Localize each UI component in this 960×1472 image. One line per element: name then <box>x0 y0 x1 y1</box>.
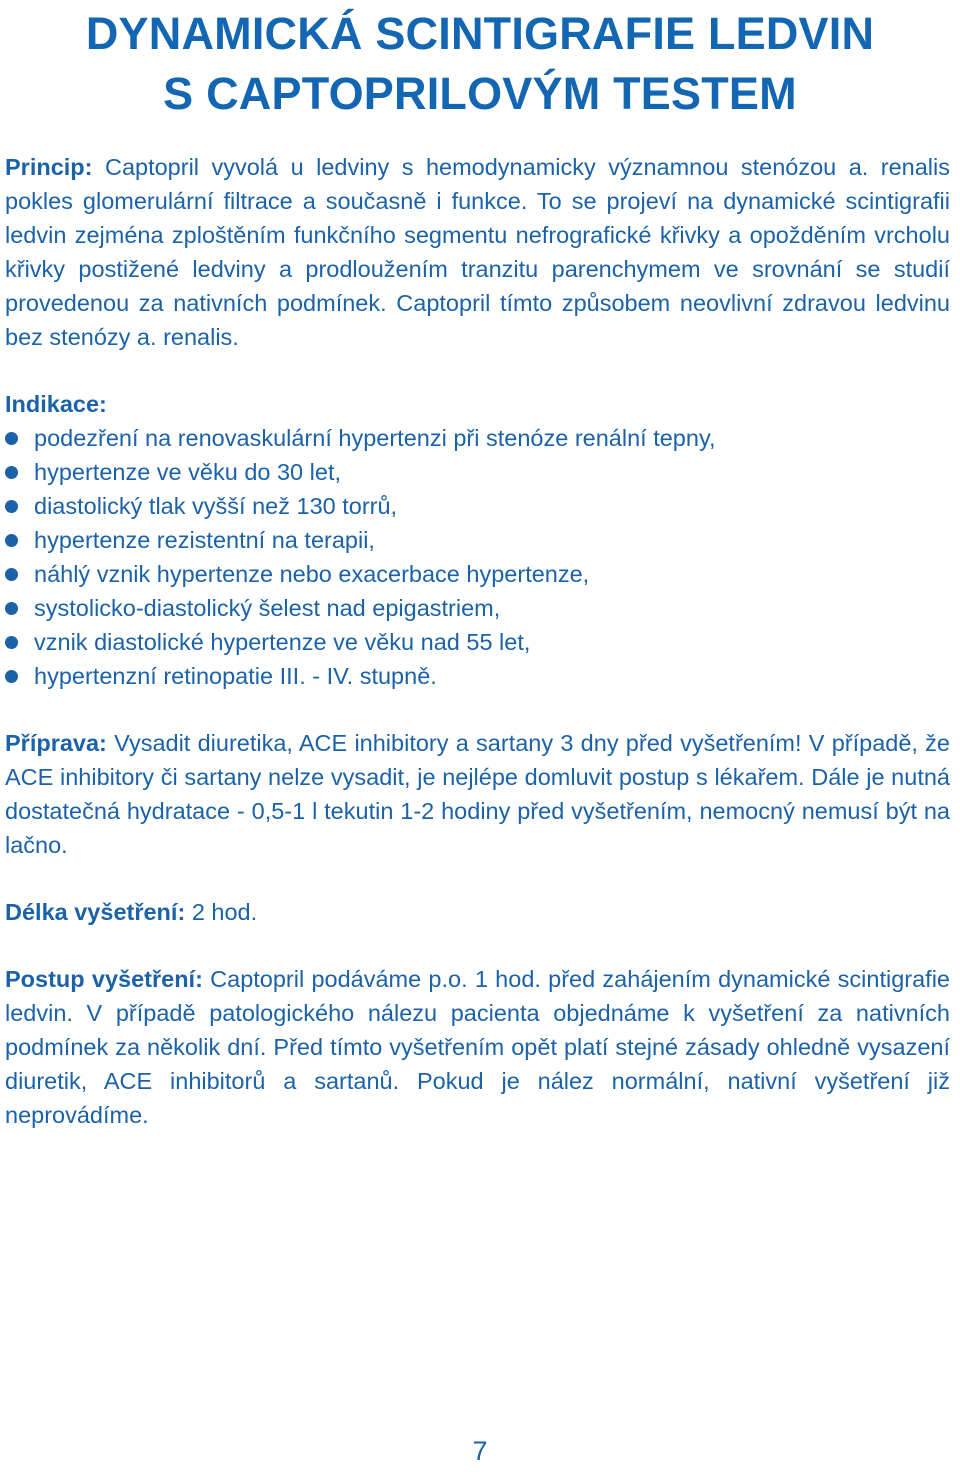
priprava-section <box>5 726 950 862</box>
priprava-text: Vysadit diuretika, ACE inhibitory a sartany 3 dny před vyšetřením! V případě, že ACE inhibitory či sartany nelze vysadit, je nejlépe domluvit postup s lékařem. Dále je nutná dostatečná hydratace - 0,5-1 l tekutin 1-2 hodiny před vyšetřením, nemocný nemusí být na lačno. <box>5 730 950 858</box>
princip-text: Captopril vyvolá u ledviny s hemodynamicky významnou stenózou a. renalis pokles glomerulární filtrace a současně i funkce. To se projeví na dynamické scintigrafii ledvin zejména zploštěním funkčního segmentu nefrografické křivky a opožděním vrcholu křivky postižené ledviny a prodloužením tranzitu parenchymem ve srovnání se studií provedenou za nativních podmínek. Captopril tímto způsobem neovlivní zdravou ledvinu bez stenózy a. renalis. <box>5 154 951 350</box>
bullet-icon <box>5 568 18 581</box>
list-item: hypertenzní retinopatie III. - IV. stupně. <box>5 659 950 693</box>
delka-section <box>5 895 950 929</box>
list-item: diastolický tlak vyšší než 130 torrů, <box>5 489 950 523</box>
list-item: systolicko-diastolický šelest nad epigastriem, <box>5 591 950 625</box>
list-item: podezření na renovaskulární hypertenzi při stenóze renální tepny, <box>5 421 950 455</box>
bullet-icon <box>5 670 18 683</box>
page-title-line-2: S CAPTOPRILOVÝM TESTEM <box>163 68 797 119</box>
page-title <box>0 0 960 124</box>
princip-label: Princip: <box>5 154 93 180</box>
priprava-label: Příprava: <box>5 730 107 756</box>
list-item: náhlý vznik hypertenze nebo exacerbace hypertenze, <box>5 557 950 591</box>
page-number: 7 <box>472 1436 488 1466</box>
indikace-list <box>5 421 950 693</box>
indikace-heading: Indikace: <box>5 391 107 417</box>
bullet-icon <box>5 636 18 649</box>
princip-section <box>5 150 950 354</box>
bullet-icon <box>5 466 18 479</box>
postup-section <box>5 962 950 1132</box>
delka-label: Délka vyšetření: <box>5 899 186 925</box>
page-title-line-1: DYNAMICKÁ SCINTIGRAFIE LEDVIN <box>85 8 875 59</box>
postup-label: Postup vyšetření: <box>5 966 203 992</box>
bullet-icon <box>5 500 18 513</box>
bullet-icon <box>5 602 18 615</box>
delka-text: 2 hod. <box>191 899 258 925</box>
list-item: vznik diastolické hypertenze ve věku nad 55 let, <box>5 625 950 659</box>
document-body <box>5 150 950 1165</box>
bullet-icon <box>5 534 18 547</box>
postup-text: Captopril podáváme p.o. 1 hod. před zahájením dynamické scintigrafie ledvin. V případě patologického nálezu pacienta objednáme k vyšetření za nativních podmínek za několik dní. Před tímto vyšetřením opět platí stejné zásady ohledně vysazení diuretik, ACE inhibitorů a sartanů. Pokud je nález normální, nativní vyšetření již neprovádíme. <box>5 966 950 1128</box>
list-item: hypertenze rezistentní na terapii, <box>5 523 950 557</box>
list-item: hypertenze ve věku do 30 let, <box>5 455 950 489</box>
bullet-icon <box>5 432 18 445</box>
